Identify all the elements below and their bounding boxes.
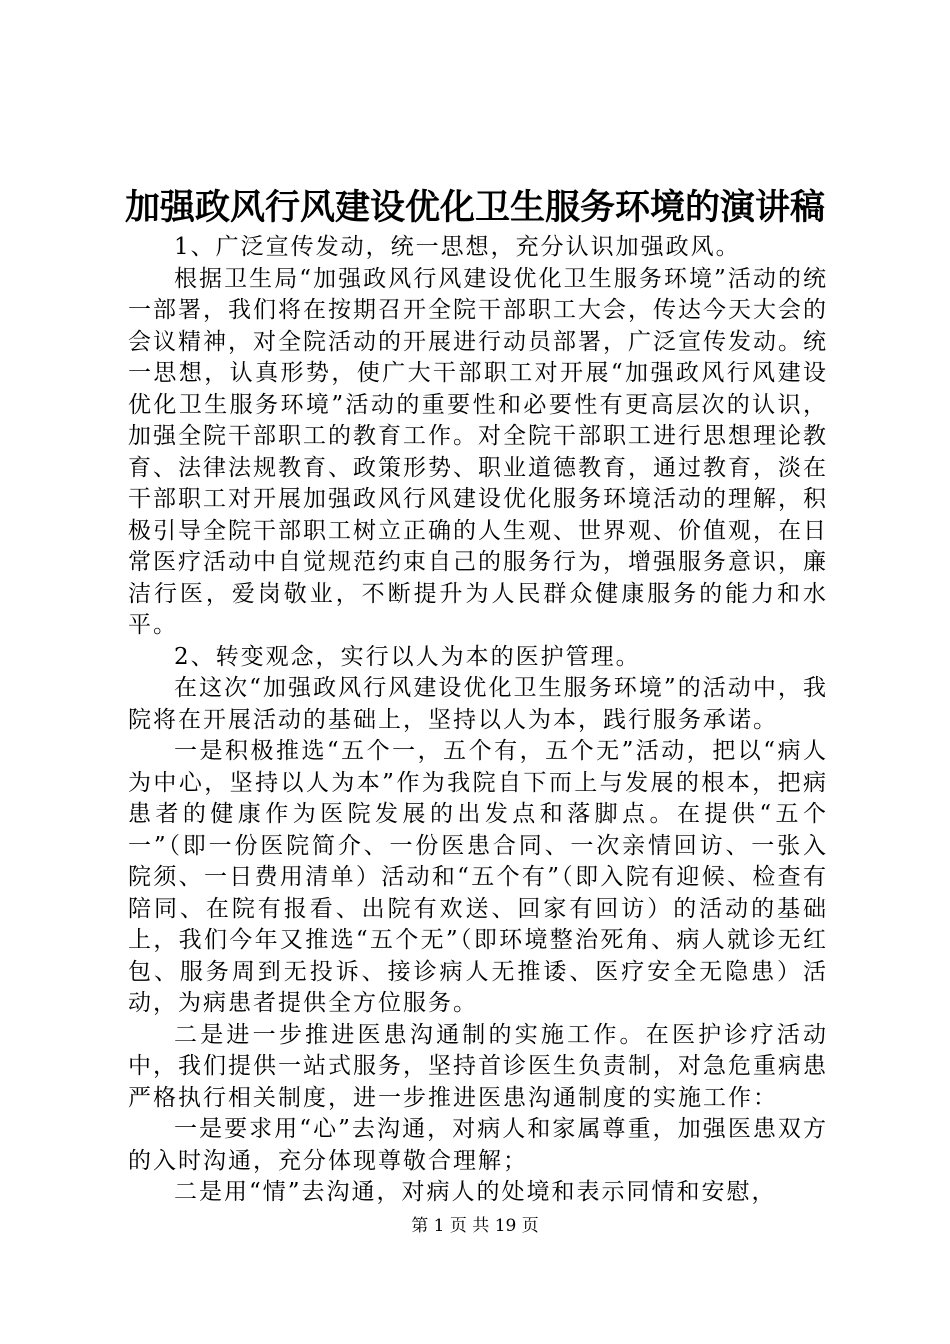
document-title: 加强政风行风建设优化卫生服务环境的演讲稿 — [124, 187, 825, 228]
paragraph-8: 二是用“情”去沟通，对病人的处境和表示同情和安慰， — [174, 1179, 777, 1205]
document-body — [128, 232, 828, 1209]
paragraph-2: 根据卫生局“加强政风行风建设优化卫生服务环境”活动的统一部署，我们将在按期召开全院干部职工大会，传达今天大会的会议精神，对全院活动的开展进行动员部署，广泛宣传发动。统一思想，认真形势，使广大干部职工对开展“加强政风行风建设优化卫生服务环境”活动的重要性和必要性有更高层次的认识，加强全院干部职工的教育工作。对全院干部职工进行思想理论教育、法律法规教育、政策形势、职业道德教育，通过教育，淡在干部职工对开展加强政风行风建设优化服务环境活动的理解，积极引导全院干部职工树立正确的人生观、世界观、价值观，在日常医疗活动中自觉规范约束自己的服务行为，增强服务意识，廉洁行医，爱岗敬业，不断提升为人民群众健康服务的能力和水平。 — [128, 265, 828, 638]
paragraph-1: 1、广泛宣传发动，统一思想，充分认识加强政风。 — [174, 234, 741, 260]
paragraph-6: 二是进一步推进医患沟通制的实施工作。在医护诊疗活动中，我们提供一站式服务，坚持首诊医生负责制，对急危重病患严格执行相关制度，进一步推进医患沟通制度的实施工作： — [128, 1021, 828, 1111]
page-footer: 第 1 页 共 19 页 — [411, 1216, 539, 1236]
paragraph-3: 2、转变观念，实行以人为本的医护管理。 — [174, 643, 641, 670]
paragraph-5: 一是积极推选“五个一，五个有，五个无”活动，把以“病人为中心，坚持以人为本”作为我院自下而上与发展的根本，把病患者的健康作为医院发展的出发点和落脚点。在提供“五个一”（即一份医院简介、一份医患合同、一次亲情回访、一张入院须、一日费用清单）活动和“五个有”（即入院有迎候、检查有陪同、在院有报看、出院有欢送、回家有回访）的活动的基础上，我们今年又推选“五个无”（即环境整治死角、病人就诊无红包、服务周到无投诉、接诊病人无推诿、医疗安全无隐患）活动，为病患者提供全方位服务。 — [128, 738, 828, 1016]
paragraph-4: 在这次“加强政风行风建设优化卫生服务环境”的活动中，我院将在开展活动的基础上，坚持以人为本，践行服务承诺。 — [128, 675, 828, 733]
paragraph-7: 一是要求用“心”去沟通，对病人和家属尊重，加强医患双方的入时沟通，充分体现尊敬合理解； — [128, 1116, 828, 1174]
